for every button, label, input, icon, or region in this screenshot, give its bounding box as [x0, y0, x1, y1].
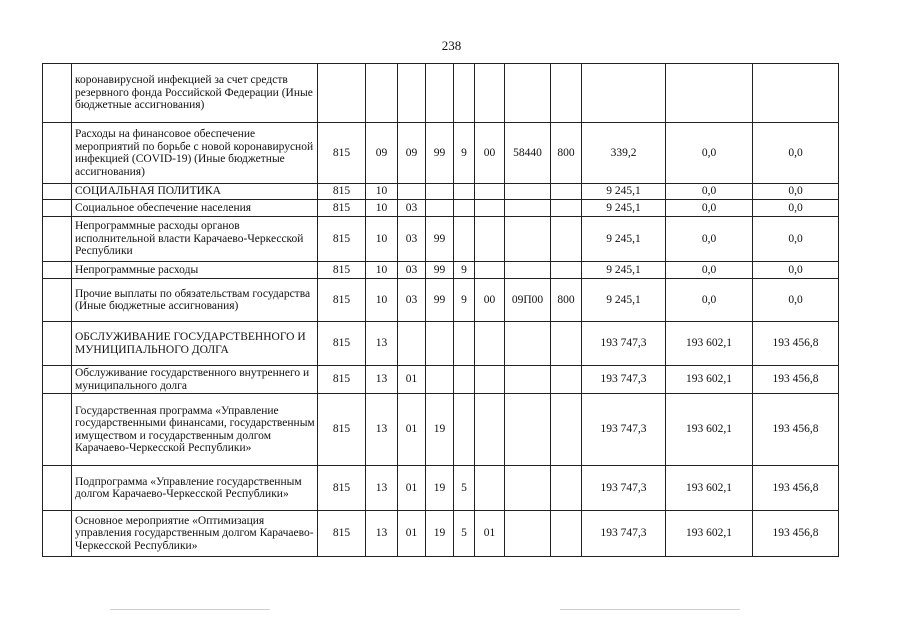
table-row [43, 184, 839, 200]
row-index-cell [43, 217, 72, 262]
cell-c3: 09 [398, 123, 426, 184]
cell-c3: 03 [398, 279, 426, 322]
cell-c1: 815 [318, 200, 366, 217]
row-name-cell: Социальное обеспечение населения [72, 200, 318, 217]
cell-v3: 0,0 [753, 262, 839, 279]
table-row [43, 322, 839, 366]
cell-v1: 339,2 [582, 123, 666, 184]
cell-v1: 9 245,1 [582, 217, 666, 262]
cell-c7 [505, 217, 551, 262]
cell-c4: 19 [426, 394, 454, 466]
cell-c3: 03 [398, 217, 426, 262]
cell-c3: 01 [398, 511, 426, 557]
table-row [43, 64, 839, 123]
cell-c2: 13 [366, 511, 398, 557]
cell-c2: 10 [366, 262, 398, 279]
cell-c4 [426, 64, 454, 123]
row-name-cell: ОБСЛУЖИВАНИЕ ГОСУДАРСТВЕННОГО И МУНИЦИПАЛЬНОГО ДОЛГА [72, 322, 318, 366]
cell-c5 [454, 394, 475, 466]
cell-c7 [505, 184, 551, 200]
cell-c3: 01 [398, 366, 426, 394]
table-row [43, 200, 839, 217]
cell-c6 [475, 217, 505, 262]
cell-c2: 13 [366, 366, 398, 394]
cell-v2: 193 602,1 [666, 394, 753, 466]
table-row [43, 123, 839, 184]
cell-c2: 10 [366, 217, 398, 262]
table-body [43, 64, 839, 557]
cell-c5 [454, 322, 475, 366]
cell-v3: 0,0 [753, 200, 839, 217]
cell-c2: 10 [366, 184, 398, 200]
cell-c1: 815 [318, 217, 366, 262]
table-row [43, 394, 839, 466]
cell-c2: 10 [366, 279, 398, 322]
row-index-cell [43, 200, 72, 217]
cell-c5 [454, 366, 475, 394]
cell-v2: 0,0 [666, 217, 753, 262]
cell-c1: 815 [318, 366, 366, 394]
page-number: 238 [441, 38, 462, 53]
row-name-cell: Обслуживание государственного внутреннего и муниципального долга [72, 366, 318, 394]
cell-c7 [505, 322, 551, 366]
cell-c6 [475, 322, 505, 366]
row-name-cell: Непрограммные расходы органов исполнительной власти Карачаево-Черкесской Республики [72, 217, 318, 262]
cell-v2: 193 602,1 [666, 366, 753, 394]
cell-v1: 193 747,3 [582, 366, 666, 394]
cell-c5 [454, 200, 475, 217]
cell-c5 [454, 64, 475, 123]
scan-artifact-line [110, 609, 270, 610]
cell-c4: 99 [426, 123, 454, 184]
cell-c7 [505, 262, 551, 279]
cell-c1 [318, 64, 366, 123]
cell-c2: 09 [366, 123, 398, 184]
cell-v1 [582, 64, 666, 123]
row-index-cell [43, 279, 72, 322]
cell-v1: 193 747,3 [582, 322, 666, 366]
cell-c3: 03 [398, 200, 426, 217]
cell-c3: 01 [398, 394, 426, 466]
cell-c5: 9 [454, 262, 475, 279]
cell-c4: 19 [426, 466, 454, 511]
table-row [43, 466, 839, 511]
cell-c8: 800 [551, 123, 582, 184]
cell-c6: 00 [475, 279, 505, 322]
cell-c1: 815 [318, 184, 366, 200]
cell-v3: 193 456,8 [753, 394, 839, 466]
cell-c5: 9 [454, 279, 475, 322]
cell-v2: 0,0 [666, 279, 753, 322]
cell-c1: 815 [318, 394, 366, 466]
cell-c6 [475, 366, 505, 394]
cell-c8 [551, 262, 582, 279]
cell-v3: 193 456,8 [753, 366, 839, 394]
cell-c6 [475, 394, 505, 466]
cell-v3: 193 456,8 [753, 322, 839, 366]
row-name-cell: СОЦИАЛЬНАЯ ПОЛИТИКА [72, 184, 318, 200]
cell-c2: 13 [366, 322, 398, 366]
cell-c4 [426, 184, 454, 200]
table-row [43, 511, 839, 557]
cell-c5: 9 [454, 123, 475, 184]
scan-artifact-line [560, 609, 740, 610]
cell-c4: 19 [426, 511, 454, 557]
row-name-cell: Подпрограмма «Управление государственным долгом Карачаево-Черкесской Республики» [72, 466, 318, 511]
cell-c1: 815 [318, 322, 366, 366]
cell-c2: 13 [366, 394, 398, 466]
row-index-cell [43, 184, 72, 200]
cell-c5 [454, 184, 475, 200]
cell-c4 [426, 366, 454, 394]
cell-c7 [505, 200, 551, 217]
cell-v2: 193 602,1 [666, 466, 753, 511]
cell-c7: 58440 [505, 123, 551, 184]
cell-c8 [551, 394, 582, 466]
cell-v2: 193 602,1 [666, 511, 753, 557]
cell-c3 [398, 184, 426, 200]
cell-c2: 13 [366, 466, 398, 511]
cell-c1: 815 [318, 123, 366, 184]
row-index-cell [43, 123, 72, 184]
row-name-cell: Прочие выплаты по обязательствам государства (Иные бюджетные ассигнования) [72, 279, 318, 322]
cell-v1: 193 747,3 [582, 511, 666, 557]
cell-c3 [398, 322, 426, 366]
table-row [43, 217, 839, 262]
row-index-cell [43, 466, 72, 511]
cell-c6 [475, 262, 505, 279]
cell-c6: 00 [475, 123, 505, 184]
cell-v3: 0,0 [753, 184, 839, 200]
cell-c8 [551, 466, 582, 511]
cell-v2: 0,0 [666, 184, 753, 200]
cell-c3 [398, 64, 426, 123]
cell-c7 [505, 511, 551, 557]
row-index-cell [43, 262, 72, 279]
cell-c7: 09П00 [505, 279, 551, 322]
cell-c2: 10 [366, 200, 398, 217]
row-name-cell: Государственная программа «Управление государственными финансами, государственным имуществом и государственным долгом Карачаево-Черкесской Республики» [72, 394, 318, 466]
row-index-cell [43, 394, 72, 466]
cell-c2 [366, 64, 398, 123]
row-index-cell [43, 511, 72, 557]
cell-c1: 815 [318, 466, 366, 511]
cell-v2 [666, 64, 753, 123]
cell-v2: 193 602,1 [666, 322, 753, 366]
cell-c8 [551, 322, 582, 366]
cell-v3: 0,0 [753, 217, 839, 262]
cell-c4 [426, 200, 454, 217]
cell-v1: 9 245,1 [582, 200, 666, 217]
cell-v3 [753, 64, 839, 123]
cell-c3: 01 [398, 466, 426, 511]
cell-c4: 99 [426, 262, 454, 279]
cell-v1: 9 245,1 [582, 262, 666, 279]
budget-table [42, 63, 839, 557]
cell-c5 [454, 217, 475, 262]
cell-c6 [475, 64, 505, 123]
cell-c4: 99 [426, 217, 454, 262]
cell-c4: 99 [426, 279, 454, 322]
cell-c8 [551, 64, 582, 123]
cell-v3: 193 456,8 [753, 511, 839, 557]
cell-c8 [551, 200, 582, 217]
cell-v2: 0,0 [666, 200, 753, 217]
cell-c7 [505, 394, 551, 466]
cell-v1: 9 245,1 [582, 184, 666, 200]
cell-c6: 01 [475, 511, 505, 557]
row-name-cell: Основное мероприятие «Оптимизация управления государственным долгом Карачаево-Черкесской Республики» [72, 511, 318, 557]
cell-v1: 9 245,1 [582, 279, 666, 322]
cell-c1: 815 [318, 262, 366, 279]
cell-c7 [505, 466, 551, 511]
cell-c8 [551, 366, 582, 394]
cell-c6 [475, 200, 505, 217]
cell-c5: 5 [454, 511, 475, 557]
cell-c8 [551, 217, 582, 262]
cell-v3: 193 456,8 [753, 466, 839, 511]
cell-c1: 815 [318, 279, 366, 322]
cell-v3: 0,0 [753, 123, 839, 184]
cell-c1: 815 [318, 511, 366, 557]
cell-c4 [426, 322, 454, 366]
row-name-cell: коронавирусной инфекцией за счет средств резервного фонда Российской Федерации (Иные бюджетные ассигнования) [72, 64, 318, 123]
cell-c8: 800 [551, 279, 582, 322]
cell-c8 [551, 184, 582, 200]
cell-c7 [505, 366, 551, 394]
row-name-cell: Непрограммные расходы [72, 262, 318, 279]
table-row [43, 366, 839, 394]
cell-c6 [475, 466, 505, 511]
cell-v1: 193 747,3 [582, 394, 666, 466]
row-index-cell [43, 64, 72, 123]
cell-v1: 193 747,3 [582, 466, 666, 511]
cell-c5: 5 [454, 466, 475, 511]
cell-v2: 0,0 [666, 123, 753, 184]
row-name-cell: Расходы на финансовое обеспечение мероприятий по борьбе с новой коронавирусной инфекцией (COVID-19) (Иные бюджетные ассигнования) [72, 123, 318, 184]
row-index-cell [43, 366, 72, 394]
cell-c6 [475, 184, 505, 200]
cell-v3: 0,0 [753, 279, 839, 322]
table-row [43, 262, 839, 279]
table-row [43, 279, 839, 322]
cell-c3: 03 [398, 262, 426, 279]
cell-c7 [505, 64, 551, 123]
cell-c8 [551, 511, 582, 557]
cell-v2: 0,0 [666, 262, 753, 279]
row-index-cell [43, 322, 72, 366]
